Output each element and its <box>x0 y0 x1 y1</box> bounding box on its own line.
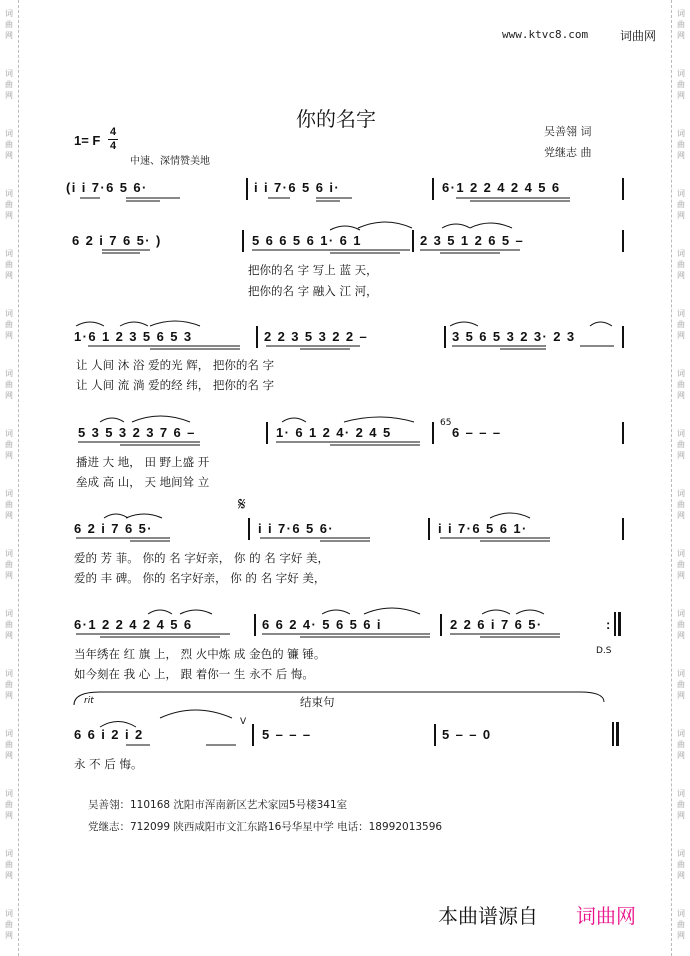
watermark-char: 词 <box>677 849 685 858</box>
watermark-char: 网 <box>5 871 13 880</box>
row3-lyrics-verse2: 让 人间 流 淌 爱的经 纬， 把你的名 字 <box>76 378 275 392</box>
watermark-char: 曲 <box>677 620 685 629</box>
watermark-char: 词 <box>677 609 685 618</box>
watermark-char: 词 <box>677 249 685 258</box>
watermark-char: 词 <box>5 69 13 78</box>
watermark-char: 词 <box>5 789 13 798</box>
watermark-char: 曲 <box>677 320 685 329</box>
watermark-char: 网 <box>677 451 685 460</box>
row7-lyrics: 永 不 后 悔。 <box>74 757 143 771</box>
watermark-char: 词 <box>677 789 685 798</box>
watermark-char: 网 <box>5 631 13 640</box>
watermark-char: 词 <box>677 69 685 78</box>
watermark-char: 词 <box>5 729 13 738</box>
watermark-char: 曲 <box>677 140 685 149</box>
row3-measure3: 3 5 6 5 3 2 3· 2 3 <box>452 329 576 344</box>
watermark-char: 词 <box>5 549 13 558</box>
time-signature-top: 4 <box>110 126 117 138</box>
row6-lyrics-verse2: 如今刻在 我 心 上， 跟 着你一 生 永不 后 悔。 <box>74 667 314 681</box>
watermark-char: 词 <box>5 189 13 198</box>
watermark-char: 词 <box>677 9 685 18</box>
watermark-char: 网 <box>5 331 13 340</box>
row2-measure2: 5 6 6 5 6 1· 6 1 <box>252 233 362 248</box>
row5-measure3: i i 7·6 5 6 1· <box>438 521 528 536</box>
watermark-char: 曲 <box>5 200 13 209</box>
watermark-char: 词 <box>5 849 13 858</box>
row1-measure3: 6·1 2 2 4 2 4 5 6 <box>442 180 561 195</box>
watermark-char: 网 <box>677 571 685 580</box>
watermark-char: 网 <box>677 391 685 400</box>
watermark-char: 词 <box>5 369 13 378</box>
row7-measure2: 5 – – – <box>262 727 312 742</box>
watermark-char: 词 <box>5 909 13 918</box>
watermark-char: 词 <box>677 669 685 678</box>
watermark-char: 网 <box>5 271 13 280</box>
row6-measure2: 6 6 2 4· 5 6 5 6 i <box>262 617 382 632</box>
watermark-char: 曲 <box>677 740 685 749</box>
watermark-char: 曲 <box>5 620 13 629</box>
watermark-char: 词 <box>5 309 13 318</box>
row3-lyrics-verse1: 让 人间 沐 浴 爱的光 辉， 把你的名 字 <box>76 358 275 372</box>
row2-lyrics-verse1: 把你的名 字 写上 蓝 天， <box>248 263 378 277</box>
watermark-char: 词 <box>677 909 685 918</box>
row7-measure1: 6 6 i 2 i 2 <box>74 727 144 742</box>
watermark-char: 网 <box>5 511 13 520</box>
row5-measure2: i i 7·6 5 6· <box>258 521 335 536</box>
watermark-char: 词 <box>677 309 685 318</box>
watermark-char: 曲 <box>677 440 685 449</box>
watermark-char: 网 <box>5 811 13 820</box>
lyricist-contact: 吴善翎：110168 沈阳市浑南新区艺术家园5号楼341室 <box>88 799 348 811</box>
watermark-char: 曲 <box>677 860 685 869</box>
ritardando-mark: rit <box>84 696 94 706</box>
row6-lyrics-verse1: 当年绣在 红 旗 上， 烈 火中炼 成 金色的 镰 锤。 <box>74 647 326 661</box>
watermark-char: 曲 <box>677 380 685 389</box>
watermark-char: 网 <box>5 751 13 760</box>
header-brand[interactable]: 词曲网 <box>620 29 657 43</box>
watermark-char: 网 <box>5 691 13 700</box>
watermark-char: 曲 <box>5 680 13 689</box>
watermark-char: 曲 <box>5 140 13 149</box>
watermark-char: 网 <box>677 91 685 100</box>
watermark-char: 曲 <box>5 320 13 329</box>
watermark-char: 词 <box>5 249 13 258</box>
watermark-char: 网 <box>5 451 13 460</box>
watermark-char: 曲 <box>677 920 685 929</box>
watermark-char: 曲 <box>677 20 685 29</box>
watermark-char: 曲 <box>5 800 13 809</box>
breath-mark: V <box>240 717 247 727</box>
lyricist-credit: 吴善翎 词 <box>544 125 592 138</box>
row5-lyrics-verse2: 爱的 丰 碑。 你的 名字好亲， 你 的 名 字好 美， <box>74 571 326 585</box>
dal-segno-mark: D.S <box>596 646 612 656</box>
watermark-char: 网 <box>677 31 685 40</box>
watermark-char: 网 <box>5 391 13 400</box>
watermark-char: 网 <box>677 871 685 880</box>
row4-lyrics-verse2: 垒成 高 山， 天 地间耸 立 <box>76 475 210 489</box>
watermark-char: 曲 <box>5 20 13 29</box>
tempo-marking: 中速、深情赞美地 <box>130 156 210 167</box>
watermark-char: 词 <box>5 9 13 18</box>
row6-measure3: 2 2 6 i 7 6 5· <box>450 617 543 632</box>
watermark-char: 词 <box>677 429 685 438</box>
time-signature-bottom: 4 <box>110 140 117 152</box>
key-signature: 1= F <box>74 133 101 148</box>
key-change-mark: 65 <box>440 418 452 428</box>
watermark-char: 网 <box>5 931 13 940</box>
watermark-char: 网 <box>677 151 685 160</box>
row2-measure3: 2 3 5 1 2 6 5 – <box>420 233 525 248</box>
row5-lyrics-verse1: 爱的 芳 菲。 你的 名 字好亲， 你 的 名 字好 美， <box>74 551 330 565</box>
repeat-dots: : <box>606 617 612 632</box>
watermark-char: 曲 <box>5 380 13 389</box>
ending-label: 结束句 <box>300 695 335 709</box>
row6-measure1: 6·1 2 2 4 2 4 5 6 <box>74 617 193 632</box>
watermark-char: 曲 <box>5 920 13 929</box>
watermark-char: 词 <box>5 429 13 438</box>
watermark-char: 网 <box>677 511 685 520</box>
segno-sign: 𝄋 <box>238 494 246 515</box>
source-label: 本曲谱源自 <box>438 904 538 928</box>
watermark-char: 网 <box>677 931 685 940</box>
watermark-char: 曲 <box>5 260 13 269</box>
watermark-char: 词 <box>677 189 685 198</box>
row2-measure1: 6 2 i 7 6 5· ) <box>72 233 162 248</box>
composer-credit: 党继志 曲 <box>544 146 592 159</box>
watermark-char: 曲 <box>677 680 685 689</box>
watermark-char: 网 <box>677 751 685 760</box>
row4-measure3: 6 – – – <box>452 425 502 440</box>
watermark-char: 网 <box>5 571 13 580</box>
watermark-char: 网 <box>677 631 685 640</box>
watermark-char: 曲 <box>677 200 685 209</box>
watermark-char: 曲 <box>677 560 685 569</box>
row5-measure1: 6 2 i 7 6 5· <box>74 521 153 536</box>
watermark-char: 词 <box>5 609 13 618</box>
watermark-char: 曲 <box>5 440 13 449</box>
watermark-char: 网 <box>5 91 13 100</box>
row4-measure1: 5 3 5 3 2 3 7 6 – <box>78 425 196 440</box>
row3-measure2: 2 2 3 5 3 2 2 – <box>264 329 369 344</box>
watermark-char: 曲 <box>677 260 685 269</box>
watermark-char: 词 <box>5 669 13 678</box>
watermark-char: 曲 <box>5 860 13 869</box>
watermark-char: 曲 <box>677 800 685 809</box>
watermark-char: 词 <box>677 369 685 378</box>
watermark-char: 网 <box>677 811 685 820</box>
watermark-char: 词 <box>677 129 685 138</box>
watermark-char: 词 <box>677 489 685 498</box>
watermark-char: 词 <box>5 489 13 498</box>
watermark-char: 曲 <box>5 740 13 749</box>
watermark-char: 网 <box>5 151 13 160</box>
row3-measure1: 1·6 1 2 3 5 6 5 3 <box>74 329 193 344</box>
row4-measure2: 1· 6 1 2 4· 2 4 5 <box>276 425 392 440</box>
watermark-char: 网 <box>677 691 685 700</box>
song-title: 你的名字 <box>296 107 376 131</box>
header-site-url[interactable]: www.ktvc8.com <box>502 28 589 41</box>
row2-lyrics-verse2: 把你的名 字 融入 江 河， <box>248 284 378 298</box>
composer-contact: 党继志：712099 陕西咸阳市文汇东路16号华星中学 电话：18992013596 <box>88 821 443 833</box>
row7-measure3: 5 – – 0 <box>442 727 492 742</box>
watermark-char: 网 <box>5 31 13 40</box>
row1-measure2: i i 7·6 5 6 i· <box>254 180 341 195</box>
watermark-char: 词 <box>5 129 13 138</box>
watermark-char: 曲 <box>677 80 685 89</box>
watermark-char: 网 <box>677 211 685 220</box>
watermark-char: 网 <box>5 211 13 220</box>
watermark-char: 曲 <box>5 500 13 509</box>
source-brand[interactable]: 词曲网 <box>576 904 636 928</box>
row4-lyrics-verse1: 播进 大 地， 田 野上盛 开 <box>76 455 210 469</box>
watermark-char: 曲 <box>677 500 685 509</box>
watermark-char: 词 <box>677 549 685 558</box>
row1-measure1: (i i 7·6 5 6· <box>66 180 148 195</box>
watermark-char: 词 <box>677 729 685 738</box>
watermark-char: 网 <box>677 331 685 340</box>
watermark-char: 网 <box>677 271 685 280</box>
watermark-char: 曲 <box>5 80 13 89</box>
watermark-char: 曲 <box>5 560 13 569</box>
